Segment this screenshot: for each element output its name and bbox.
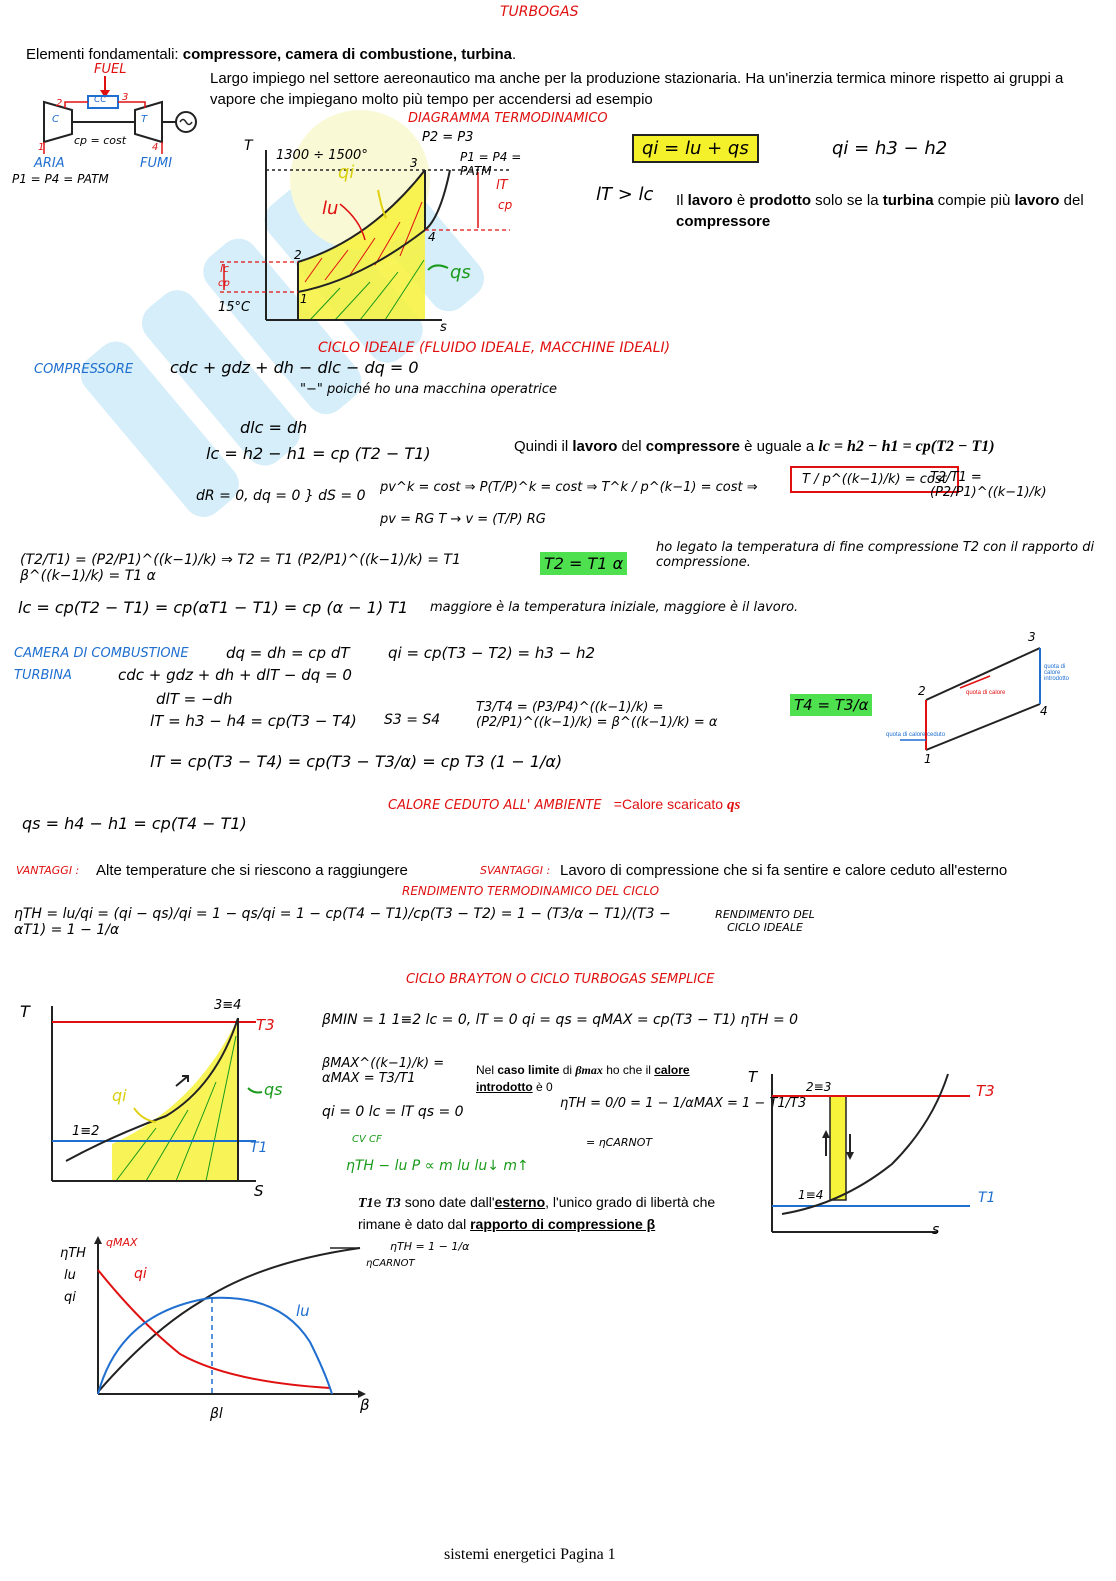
qs-label: qs [450,262,471,283]
sketch-label-introdotto: quota di calore introdotto [1044,664,1070,682]
chart-eta-carnot: ηCARNOT [366,1258,415,1269]
right-s-axis: s [932,1222,940,1238]
chart-beta-axis: β [360,1396,370,1414]
combustion-dq: dq = dh = cp dT [226,644,350,662]
right-point-23: 2≡3 [806,1080,832,1094]
beta-max-eq: βMAX^((k−1)/k) = αMAX = T3/T1 [322,1056,445,1086]
point-3: 3 [410,156,418,170]
isentropic-chain: pv^k = cost ⇒ P(T/P)^k = cost ⇒ T^k / p^(k−1) = cost ⇒ [380,480,758,495]
sketch-point-3: 3 [1028,630,1036,644]
brayton-title: CICLO BRAYTON O CICLO TURBOGAS SEMPLICE [406,972,715,987]
turbogas-schematic [10,62,210,192]
eta-lu-relation: ηTH − lu P ∝ m lu lu↓ m↑ [346,1158,529,1174]
degenerate-cycle-diagram [742,1064,1002,1244]
brayton-qs: qs [264,1080,283,1099]
qi-enthalpy: qi = h3 − h2 [832,138,948,159]
cv-cf-labels: CV CF [352,1134,382,1145]
turbine-label: T [141,114,148,125]
svantaggi-text: Lavoro di compressione che si fa sentire e calore ceduto all'esterno [560,862,1008,879]
lc-label: lc [220,262,230,275]
lu-label: lu [322,198,339,219]
sketch-point-4: 4 [1040,704,1048,718]
ideal-cycle-title: CICLO IDEALE (FLUIDO IDEALE, MACCHINE IDEALI) [318,340,671,356]
p2-p3-label: P2 = P3 [422,130,474,145]
work-note: Il lavoro è prodotto solo se la turbina compie più lavoro del compressore [676,192,1084,230]
cp-const-label: cp = cost [74,134,127,147]
combustion-qi: qi = cp(T3 − T2) = h3 − h2 [388,644,596,662]
brayton-ts-diagram [16,996,306,1206]
efficiency-vs-beta-chart [60,1232,480,1432]
combustion-label: CAMERA DI COMBUSTIONE [14,646,189,661]
lt-gt-lc: lT > lc [596,184,654,205]
qi-balance-box: qi = lu + qs [632,134,759,163]
efficiency-label: RENDIMENTO DEL CICLO IDEALE [715,908,815,934]
node-3: 3 [122,92,129,103]
lt-cp-label: cp [498,198,513,212]
turbine-ratio: T3/T4 = (P3/P4)^((k−1)/k) = (P2/P1)^((k−1)/k) = β^((k−1)/k) = α [476,700,718,730]
t4-result: T4 = T3/α [790,694,872,716]
isentropic-turbine: S3 = S4 [384,712,441,728]
diagram-title: DIAGRAMMA TERMODINAMICO [408,111,608,126]
brayton-point-34: 3≡4 [214,998,242,1013]
turbine-section-label: TURBINA [14,668,72,683]
point-4: 4 [428,230,436,244]
beta-min-row: βMIN = 1 1≡2 lc = 0, lT = 0 qi = qs = qMAX = cp(T3 − T1) ηTH = 0 [322,1012,799,1028]
svantaggi-label: SVANTAGGI : [480,864,551,877]
vantaggi-label: VANTAGGI : [16,864,80,877]
compressor-work-text: Quindi il lavoro del compressore è uguale a lc = h2 − h1 = cp(T2 − T1) [514,438,995,455]
cc-label: CC [94,95,107,105]
chart-y-qi: qi [64,1290,76,1305]
brayton-t1: T1 [250,1140,268,1156]
turbine-energy-eq: cdc + gdz + dh + dlT − dq = 0 [118,666,352,684]
vantaggi-text: Alte temperature che si riescono a raggiungere [96,862,408,879]
ideal-cycle-sketch [880,628,1080,778]
ideal-gas-law: pv = RG T → v = (T/P) RG [380,512,546,527]
right-t-axis: T [748,1068,758,1086]
sketch-label-calore: quota di calore [966,690,1006,696]
limit-case-note: Nel caso limite di βmax ho che il calore introdotto è 0 [476,1063,690,1094]
qs-equation: qs = h4 − h1 = cp(T4 − T1) [22,814,247,833]
chart-y-lu: lu [64,1268,76,1283]
limit-zero-eq: qi = 0 lc = lT qs = 0 [322,1104,464,1120]
page-title: TURBOGAS [500,4,579,20]
p1-p4-label: P1 = P4 = PATM [460,150,522,178]
compressor-sign-note: "−" poiché ho una macchina operatrice [300,382,558,397]
point-1: 1 [300,292,308,306]
brayton-qi: qi [112,1086,127,1105]
sketch-point-1: 1 [924,752,932,766]
compressor-lc: lc = h2 − h1 = cp (T2 − T1) [206,444,431,463]
chart-beta-l: βl [210,1406,223,1422]
fuel-label: FUEL [94,62,127,77]
t-axis-label: T [244,138,253,154]
lc-final: lc = cp(T2 − T1) = cp(αT1 − T1) = cp (α − 1) T1 [18,598,409,617]
ts-diagram [210,130,550,340]
t2-result: T2 = T1 α [540,552,627,575]
efficiency-eq: ηTH = lu/qi = (qi − qs)/qi = 1 − qs/qi = 1 − cp(T4 − T1)/cp(T3 − T2) = 1 − (T3/α − T1)/(T3 − αT1) = 1 − 1/α [14,906,671,938]
page-footer: sistemi energetici Pagina 1 [444,1546,616,1563]
lt-final: lT = cp(T3 − T4) = cp(T3 − T3/α) = cp T3 (1 − 1/α) [150,752,563,771]
node-1: 1 [38,142,45,153]
freedom-note: T1e T3 sono date dall'esterno, l'unico grado di libertà che rimane è dato dal rapporto di compressione β [358,1194,716,1232]
lc-cp-label: cp [218,278,230,289]
t2-note: ho legato la temperatura di fine compressione T2 con il rapporto di compressione. [656,540,1095,570]
right-point-14: 1≡4 [798,1188,824,1202]
eta-carnot-eq: = ηCARNOT [586,1136,653,1149]
compressor-dlc: dlc = dh [240,418,308,437]
brayton-point-12: 1≡2 [72,1124,100,1139]
compressor-section-label: COMPRESSORE [34,362,134,377]
brayton-s-axis: S [254,1182,264,1200]
chart-qi-label: qi [134,1266,147,1282]
heat-title: CALORE CEDUTO ALL' AMBIENTE =Calore scaricato qs [388,796,741,813]
node-2: 2 [56,98,63,109]
sketch-label-ceduto: quota di calore ceduto [886,732,946,738]
chart-y-eta: ηTH [60,1246,86,1261]
lt-label: lT [496,178,508,193]
compression-chain: (T2/T1) = (P2/P1)^((k−1)/k) ⇒ T2 = T1 (P2/P1)^((k−1)/k) = T1 β^((k−1)/k) = T1 α [20,552,461,584]
fumi-label: FUMI [140,156,173,171]
pressure-label: P1 = P4 = PATM [12,172,109,186]
qi-label: qi [338,162,355,183]
intro-paragraph: Largo impiego nel settore aereonautico ma anche per la produzione stazionaria. Ha un'inerzia termica minore rispetto ai gruppi a vapore che impiegano molto più tempo per accendersi ad esempio [210,70,1064,108]
point-2: 2 [294,248,302,262]
temperature-pressure-box: T / p^((k−1)/k) = cost [790,466,959,493]
chart-eta-formula: ηTH = 1 − 1/α [390,1240,470,1253]
temperature-ratio: T2/T1 = (P2/P1)^((k−1)/k) [930,470,1047,500]
chart-lu-label: lu [296,1302,310,1320]
limit-eta-eq: ηTH = 0/0 = 1 − 1/αMAX = 1 − T1/T3 [560,1096,807,1111]
temp-range: 1300 ÷ 1500° [276,148,368,163]
t15-label: 15°C [218,300,251,315]
lc-note: maggiore è la temperatura iniziale, maggiore è il lavoro. [430,600,799,615]
aria-label: ARIA [34,156,65,171]
brayton-t-axis: T [20,1002,30,1021]
sketch-point-2: 2 [918,684,926,698]
right-t1: T1 [978,1190,996,1206]
turbine-dlt: dlT = −dh [156,690,233,708]
node-4: 4 [152,142,159,153]
turbine-lt: lT = h3 − h4 = cp(T3 − T4) [150,712,357,730]
s-axis-label: s [440,320,447,335]
right-t3: T3 [976,1082,995,1100]
efficiency-title: RENDIMENTO TERMODINAMICO DEL CICLO [402,884,660,898]
brayton-t3: T3 [256,1016,275,1034]
compressor-label: C [52,114,59,125]
intro-line: Elementi fondamentali: compressore, camera di combustione, turbina. [26,46,517,63]
compressor-energy-eq: cdc + gdz + dh − dlc − dq = 0 [170,358,419,377]
isentropic-condition: dR = 0, dq = 0 } dS = 0 [196,488,366,504]
chart-qmax: qMAX [106,1236,138,1249]
